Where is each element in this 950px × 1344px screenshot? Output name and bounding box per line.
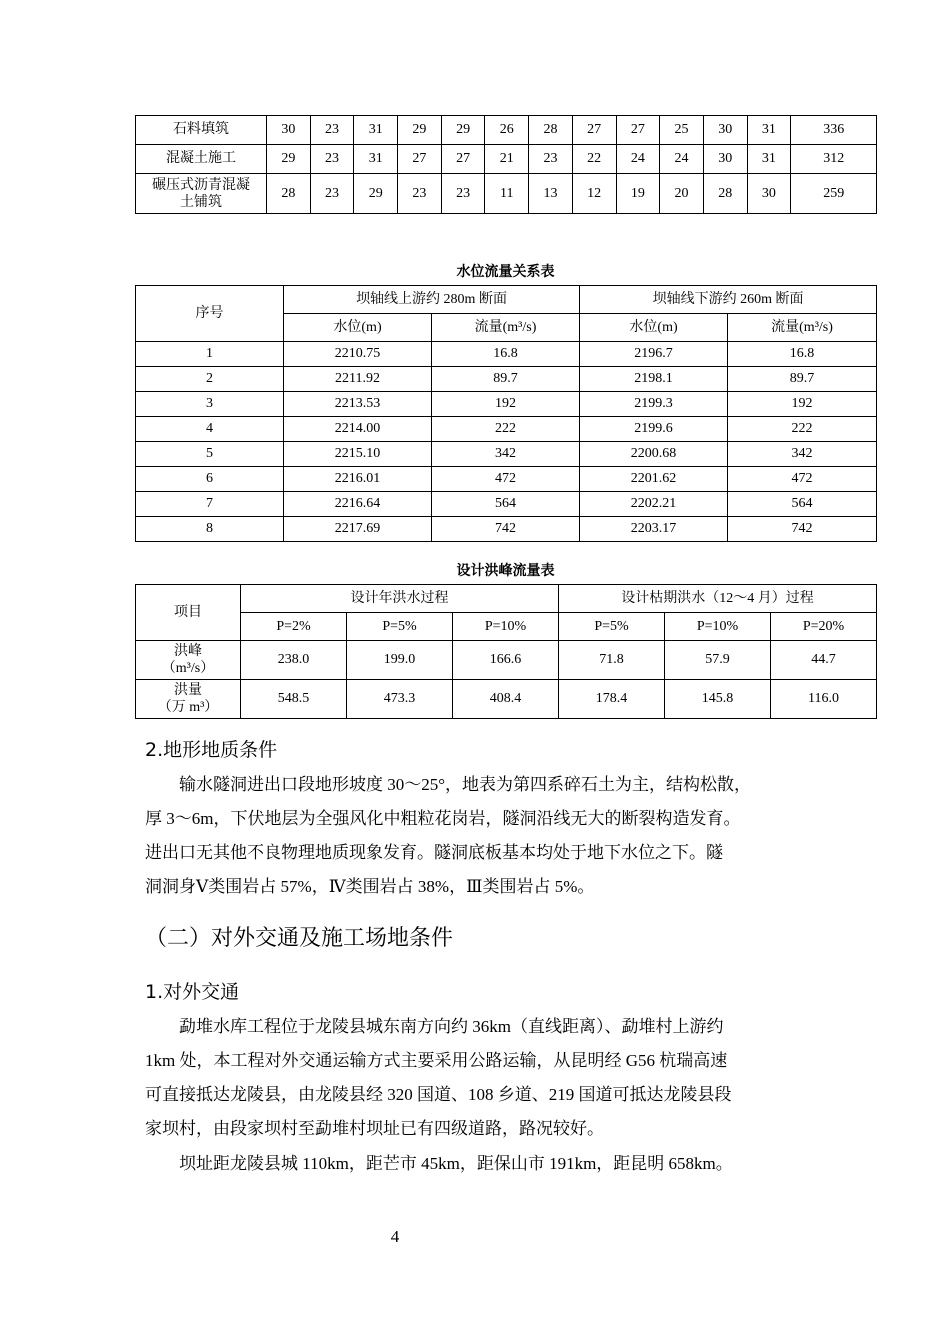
table-cell: 碾压式沥青混凝土铺筑 [136,174,267,214]
table-cell: 23 [310,116,354,145]
subheader-p: P=20% [771,613,877,641]
table-cell: 11 [485,174,529,214]
table-cell: 24 [660,145,704,174]
table-cell: 12 [572,174,616,214]
paragraph-line: 1km 处，本工程对外交通运输方式主要采用公路运输，从昆明经 G56 杭瑞高速 [145,1051,728,1070]
paragraph-line: 厚 3～6m，下伏地层为全强风化中粗粒花岗岩，隧洞沿线无大的断裂构造发育。 [145,809,741,828]
table-cell: 145.8 [665,680,771,719]
table-cell: 26 [485,116,529,145]
table3-caption: 设计洪峰流量表 [456,563,555,579]
paragraph-line: 进出口无其他不良物理地质现象发育。隧洞底板基本均处于地下水位之下。隧 [145,843,723,862]
table-cell: 2196.7 [580,342,728,367]
paragraph-line: 输水隧洞进出口段地形坡度 30～25°，地表为第四系碎石土为主，结构松散， [179,775,752,794]
table-row [136,517,877,542]
table-cell: 石料填筑 [136,116,267,145]
table-cell: 31 [354,116,398,145]
table-header-row [136,286,877,314]
row-label [136,680,241,719]
table-cell: 548.5 [241,680,347,719]
subheader-p: P=10% [665,613,771,641]
table-row [136,442,877,467]
table-row [136,145,877,174]
table-cell: 742 [728,517,877,542]
table-cell: 2214.00 [284,417,432,442]
table-cell: 2213.53 [284,392,432,417]
row-label-unit: （m³/s） [161,661,215,676]
table-subheader-row [136,613,877,641]
table-cell: 71.8 [559,641,665,680]
table-cell: 19 [616,174,660,214]
table-cell: 29 [441,116,485,145]
header-item: 项目 [136,585,241,641]
table-cell: 44.7 [771,641,877,680]
table-cell: 166.6 [453,641,559,680]
geology-paragraph [145,768,815,904]
table-cell: 564 [728,492,877,517]
table-cell: 199.0 [347,641,453,680]
subsection-heading-external-traffic: 1.对外交通 [145,981,240,1003]
table-cell: 28 [529,116,573,145]
table-cell: 2198.1 [580,367,728,392]
header-index: 序号 [136,286,284,342]
table-row [136,492,877,517]
table-cell: 1 [136,342,284,367]
table-cell: 742 [432,517,580,542]
table-cell: 116.0 [771,680,877,719]
table-cell: 2199.6 [580,417,728,442]
table-cell: 23 [310,145,354,174]
table-row [136,680,877,719]
table-cell: 16.8 [432,342,580,367]
header-dry-flood: 设计枯期洪水（12～4 月）过程 [559,585,877,613]
table-cell: 22 [572,145,616,174]
table-cell: 312 [791,145,877,174]
table-header-row [136,585,877,613]
table-cell: 342 [728,442,877,467]
table-cell: 2201.62 [580,467,728,492]
table-cell: 29 [354,174,398,214]
table-cell: 222 [432,417,580,442]
table-cell: 4 [136,417,284,442]
header-annual-flood: 设计年洪水过程 [241,585,559,613]
table-cell: 30 [267,116,311,145]
table-cell: 27 [572,116,616,145]
table-cell: 564 [432,492,580,517]
subheader-flow: 流量(m³/s) [432,314,580,342]
table-cell: 16.8 [728,342,877,367]
table-cell: 222 [728,417,877,442]
table-cell: 21 [485,145,529,174]
table-row [136,116,877,145]
table-row [136,417,877,442]
table-cell: 28 [703,174,747,214]
paragraph-line: 勐堆水库工程位于龙陵县城东南方向约 36km（直线距离）、勐堆村上游约 [179,1017,724,1036]
subheader-level: 水位(m) [580,314,728,342]
section-heading-traffic: （二）对外交通及施工场地条件 [145,926,454,951]
table-cell: 472 [728,467,877,492]
table-cell: 7 [136,492,284,517]
table-cell: 24 [616,145,660,174]
table-cell: 30 [703,145,747,174]
table-cell: 259 [791,174,877,214]
table-cell: 31 [354,145,398,174]
row-label-main: 洪峰 [174,644,202,659]
header-upstream: 坝轴线上游约 280m 断面 [284,286,580,314]
table-cell: 178.4 [559,680,665,719]
table-cell: 2216.01 [284,467,432,492]
table-row [136,392,877,417]
table1-body [136,116,877,214]
table-cell: 336 [791,116,877,145]
table-cell: 30 [747,174,791,214]
table-cell: 混凝土施工 [136,145,267,174]
table-cell: 89.7 [432,367,580,392]
subheader-p: P=5% [559,613,665,641]
table-cell: 342 [432,442,580,467]
table-cell: 27 [441,145,485,174]
table-cell: 28 [267,174,311,214]
table2-body [136,286,877,542]
table-cell: 5 [136,442,284,467]
paragraph-line: 可直接抵达龙陵县，由龙陵县经 320 国道、108 乡道、219 国道可抵达龙陵县段 [145,1085,732,1104]
table-cell: 472 [432,467,580,492]
table-cell: 2202.21 [580,492,728,517]
table-cell: 238.0 [241,641,347,680]
table-cell: 3 [136,392,284,417]
table3-body [136,585,877,719]
table-row [136,342,877,367]
table-row [136,641,877,680]
subheader-flow: 流量(m³/s) [728,314,877,342]
table-cell: 30 [703,116,747,145]
design-flood-table [135,584,877,719]
table-row [136,174,877,214]
table-cell: 27 [616,116,660,145]
table-cell: 25 [660,116,704,145]
table-cell: 2215.10 [284,442,432,467]
table-cell: 192 [432,392,580,417]
table-cell: 31 [747,145,791,174]
table-cell: 31 [747,116,791,145]
table-cell: 2203.17 [580,517,728,542]
table-cell: 57.9 [665,641,771,680]
table-cell: 27 [398,145,442,174]
header-downstream: 坝轴线下游约 260m 断面 [580,286,877,314]
subheader-p: P=2% [241,613,347,641]
distance-paragraph: 坝址距龙陵县城 110km，距芒市 45km，距保山市 191km，距昆明 658km。 [179,1154,733,1173]
section-heading-geology: 2.地形地质条件 [145,739,278,761]
table-cell: 408.4 [453,680,559,719]
table-cell: 2199.3 [580,392,728,417]
table-row [136,367,877,392]
water-level-flow-table [135,285,877,542]
subheader-p: P=10% [453,613,559,641]
table-cell: 8 [136,517,284,542]
row-label-main: 洪量 [174,683,202,698]
table-cell: 23 [529,145,573,174]
subheader-level: 水位(m) [284,314,432,342]
traffic-paragraph [145,1010,815,1146]
table-cell: 2 [136,367,284,392]
table-cell: 23 [441,174,485,214]
table-cell: 23 [398,174,442,214]
table-cell: 2210.75 [284,342,432,367]
table2-caption: 水位流量关系表 [456,264,555,280]
paragraph-line: 洞洞身Ⅴ类围岩占 57%，Ⅳ类围岩占 38%，Ⅲ类围岩占 5%。 [145,877,595,896]
table-cell: 13 [529,174,573,214]
table-cell: 29 [398,116,442,145]
page-number: 4 [390,1227,400,1246]
table-row [136,467,877,492]
row-label-unit: （万 m³） [157,700,219,715]
table-cell: 29 [267,145,311,174]
construction-days-table [135,115,877,214]
row-label [136,641,241,680]
subheader-p: P=5% [347,613,453,641]
table-cell: 2211.92 [284,367,432,392]
table-cell: 6 [136,467,284,492]
table-cell: 20 [660,174,704,214]
table-cell: 192 [728,392,877,417]
table-cell: 2200.68 [580,442,728,467]
paragraph-line: 家坝村，由段家坝村至勐堆村坝址已有四级道路，路况较好。 [145,1119,604,1138]
table-cell: 2216.64 [284,492,432,517]
table-cell: 89.7 [728,367,877,392]
table-cell: 473.3 [347,680,453,719]
table-cell: 2217.69 [284,517,432,542]
table-cell: 23 [310,174,354,214]
